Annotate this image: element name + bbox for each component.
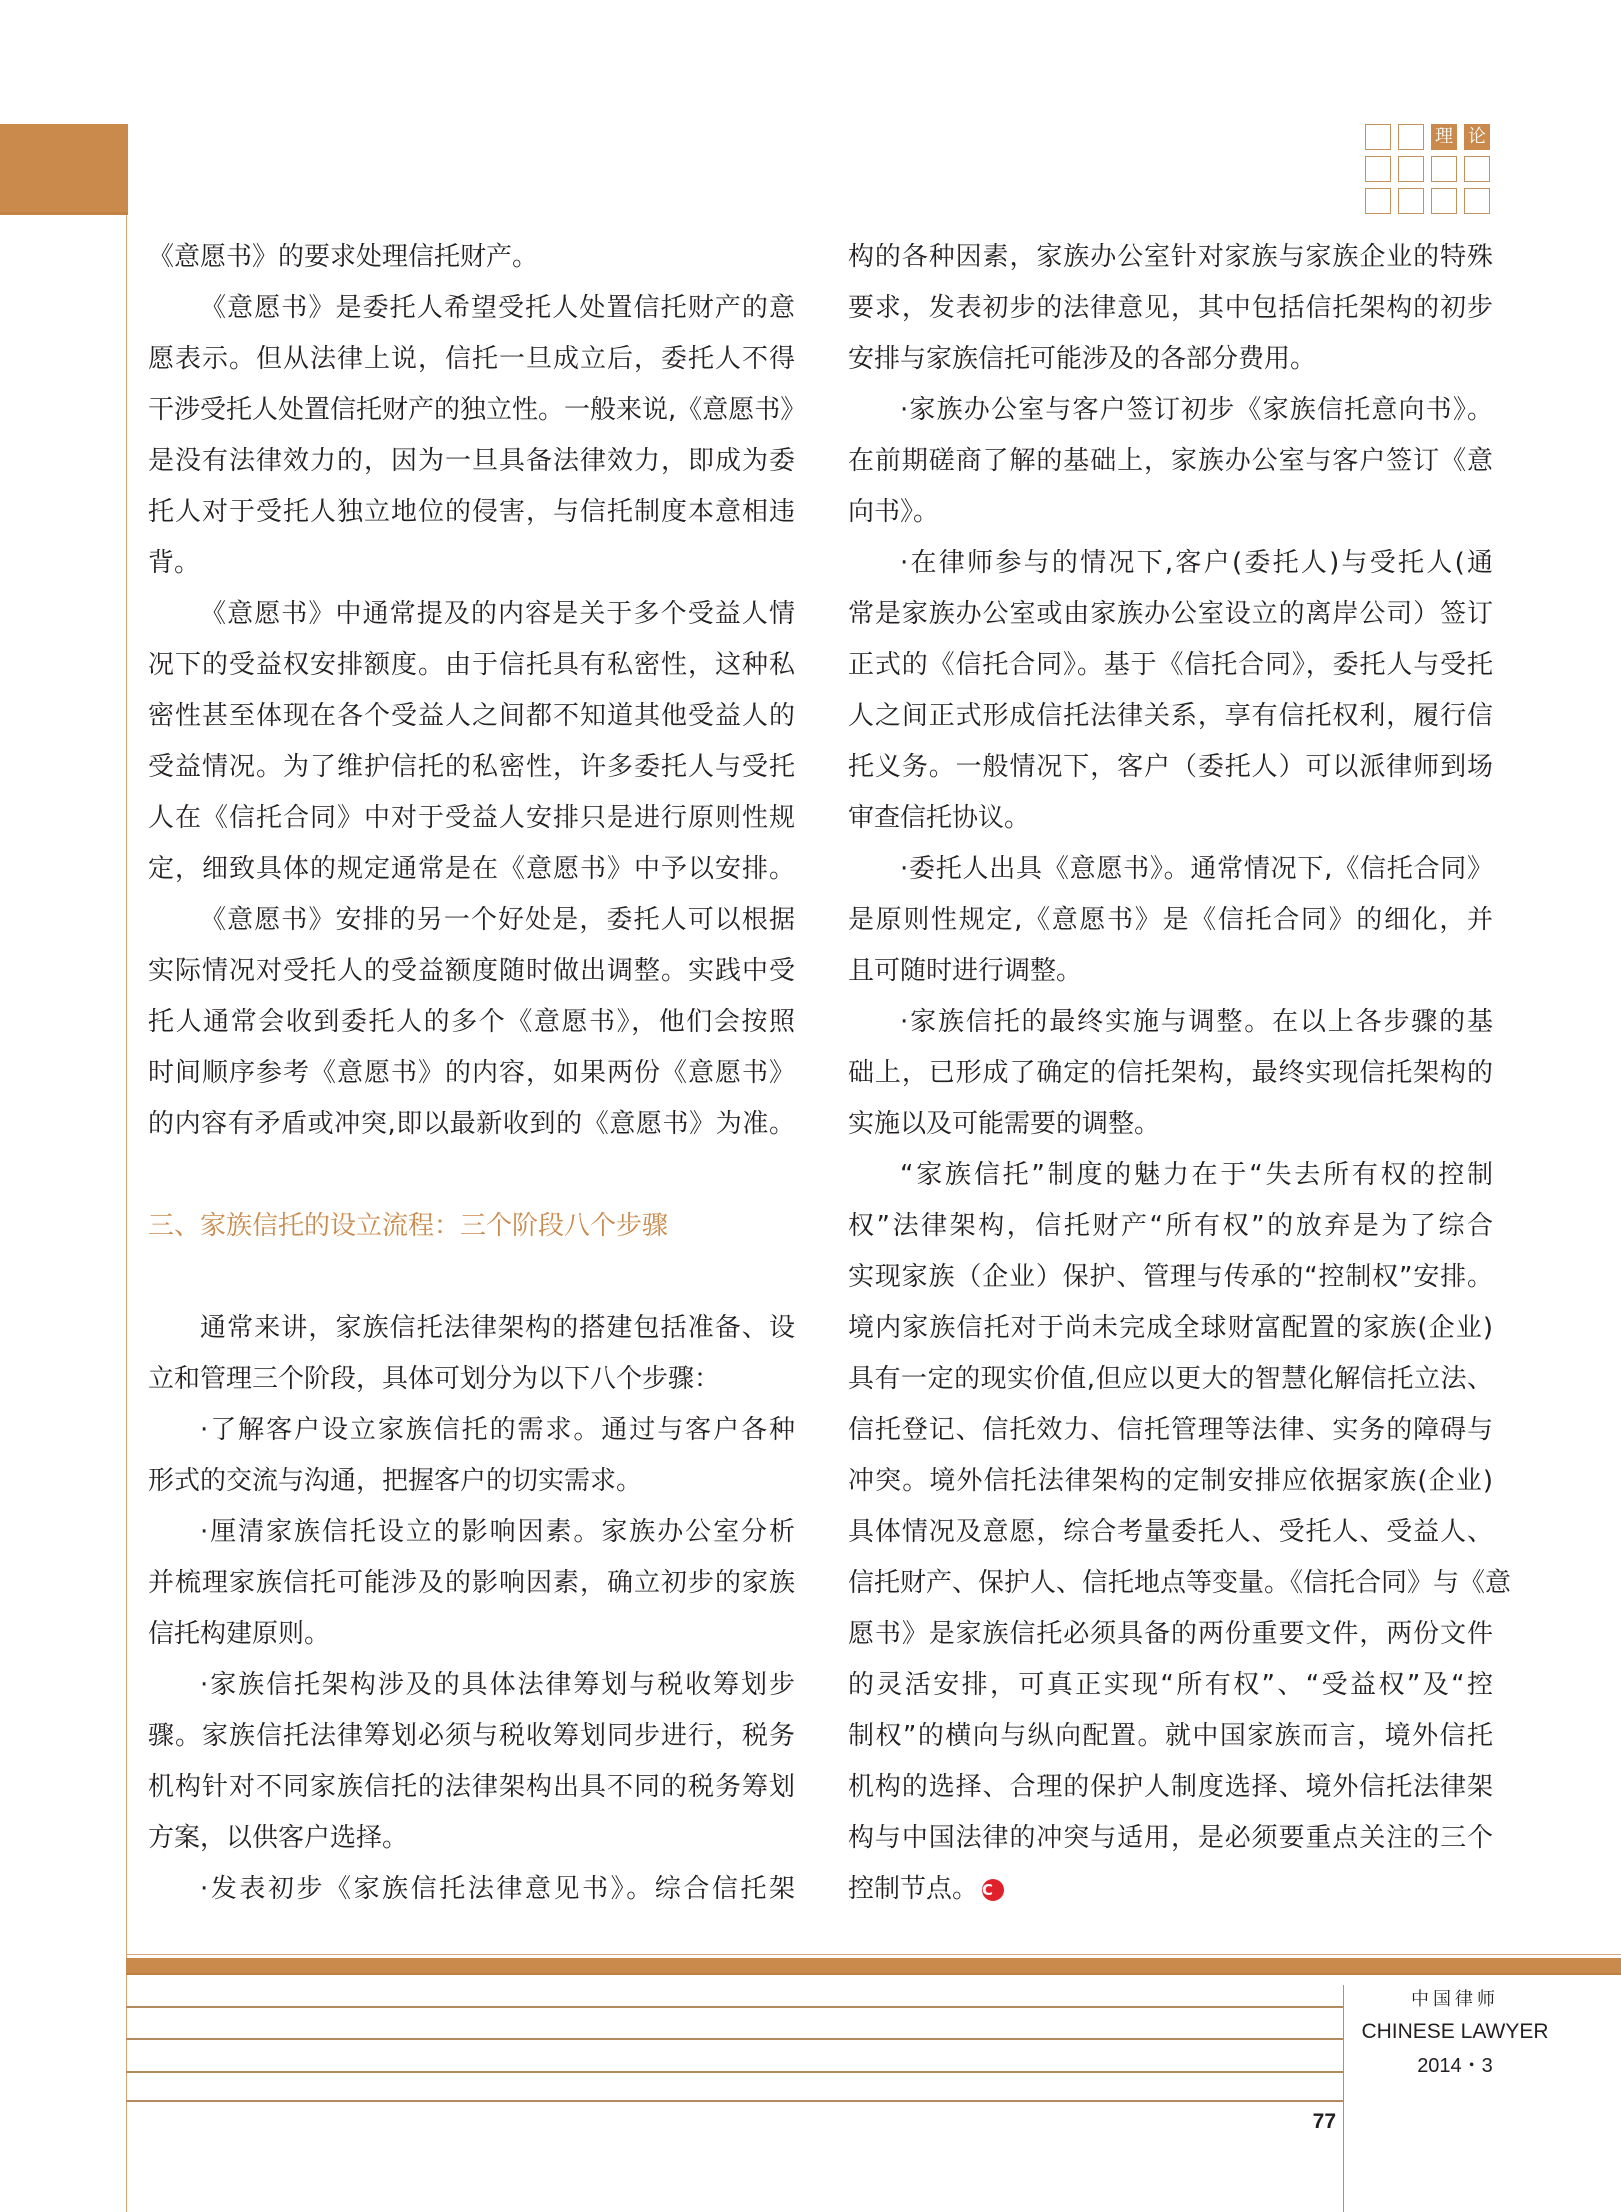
- footer-rule-line: [126, 2006, 1343, 2008]
- text-line: 托义务。一般情况下，客户（委托人）可以派律师到场: [848, 752, 1493, 782]
- text-line: 机构针对不同家族信托的法律架构出具不同的税务筹划: [148, 1772, 795, 1802]
- text-line: 通常来讲，家族信托法律架构的搭建包括准备、设: [200, 1313, 795, 1343]
- text-line: 方案，以供客户选择。: [148, 1823, 409, 1853]
- text-line: 权”法律架构，信托财产“所有权”的放弃是为了综合: [848, 1211, 1493, 1241]
- text-line: 《意愿书》安排的另一个好处是，委托人可以根据: [200, 905, 795, 935]
- left-margin-rule: [126, 215, 127, 2212]
- section-heading: 三、家族信托的设立流程：三个阶段八个步骤: [148, 1211, 669, 1241]
- text-line: 的内容有矛盾或冲突,即以最新收到的《意愿书》为准。: [148, 1109, 795, 1139]
- text-line: ·家族信托架构涉及的具体法律筹划与税收筹划步: [200, 1670, 795, 1700]
- text-line: 境内家族信托对于尚未完成全球财富配置的家族(企业): [848, 1313, 1493, 1343]
- section-tag-box: [1398, 188, 1424, 214]
- text-line: 《意愿书》的要求处理信托财产。: [148, 242, 539, 272]
- section-tag-box: [1431, 188, 1457, 214]
- text-line: [848, 1864, 1493, 1915]
- text-line: 骤。家族信托法律筹划必须与税收筹划同步进行，税务: [148, 1721, 795, 1751]
- blank-line: [148, 1150, 795, 1201]
- text-line: 且可随时进行调整。: [848, 956, 1083, 986]
- text-line: 实现家族（企业）保护、管理与传承的“控制权”安排。: [848, 1262, 1493, 1292]
- magazine-name-cn: 中国律师: [1411, 1989, 1499, 2010]
- text-line: 在前期磋商了解的基础上，家族办公室与客户签订《意: [848, 446, 1493, 476]
- text-line: 定，细致具体的规定通常是在《意愿书》中予以安排。: [148, 854, 795, 884]
- section-tag-grid: [1365, 124, 1490, 214]
- magazine-name-en: CHINESE LAWYER: [1361, 2020, 1549, 2043]
- page-number: 77: [1312, 2110, 1336, 2133]
- text-line: 是原则性规定,《意愿书》是《信托合同》的细化，并: [848, 905, 1493, 935]
- text-line: 受益情况。为了维护信托的私密性，许多委托人与受托: [148, 752, 795, 782]
- text-line: 常是家族办公室或由家族办公室设立的离岸公司）签订: [848, 599, 1493, 629]
- section-tag-char: 理: [1431, 124, 1457, 150]
- section-tag-char: 论: [1464, 124, 1490, 150]
- section-tag-box: [1365, 156, 1391, 182]
- footer-rule-line: [126, 2100, 1343, 2102]
- text-line: ·在律师参与的情况下,客户(委托人)与受托人(通: [900, 548, 1493, 578]
- text-line: ·了解客户设立家族信托的需求。通过与客户各种: [200, 1415, 795, 1445]
- text-line: 人在《信托合同》中对于受益人安排只是进行原则性规: [148, 803, 795, 833]
- text-line: ·家族办公室与客户签订初步《家族信托意向书》。: [900, 395, 1493, 425]
- footer-thin-rule: [126, 1954, 1621, 1955]
- right-text-column: [848, 232, 1512, 1915]
- footer-vertical-rule: [1343, 1985, 1344, 2212]
- magazine-masthead: [1355, 1985, 1555, 2083]
- article-end-mark-icon: C: [982, 1879, 1004, 1901]
- text-line: 愿书》是家族信托必须具备的两份重要文件，两份文件: [848, 1619, 1493, 1649]
- text-line: 信托登记、信托效力、信托管理等法律、实务的障碍与: [848, 1415, 1493, 1445]
- issue-number: 2014・3: [1417, 2055, 1493, 2077]
- left-text-column: [148, 232, 807, 1915]
- section-tag-box: [1365, 188, 1391, 214]
- text-line: 实际情况对受托人的受益额度随时做出调整。实践中受: [148, 956, 795, 986]
- text-line: ·发表初步《家族信托法律意见书》。综合信托架: [200, 1874, 795, 1904]
- text-line: 构的各种因素，家族办公室针对家族与家族企业的特殊: [848, 242, 1493, 272]
- text-line: 构与中国法律的冲突与适用，是必须要重点关注的三个: [848, 1823, 1493, 1853]
- text-line: 托人对于受托人独立地位的侵害，与信托制度本意相违: [148, 497, 795, 527]
- text-line: 向书》。: [848, 497, 940, 527]
- text-line: 审查信托协议。: [848, 803, 1031, 833]
- text-line: “家族信托”制度的魅力在于“失去所有权的控制: [900, 1160, 1493, 1190]
- text-line: 制权”的横向与纵向配置。就中国家族而言，境外信托: [848, 1721, 1493, 1751]
- text-line: 并梳理家族信托可能涉及的影响因素，确立初步的家族: [148, 1568, 795, 1598]
- blank-line: [148, 1252, 795, 1303]
- section-tag-box: [1398, 124, 1424, 150]
- text-line: 《意愿书》中通常提及的内容是关于多个受益人情: [200, 599, 795, 629]
- section-tag-box: [1464, 188, 1490, 214]
- footer-rule-line: [126, 2038, 1343, 2040]
- text-line: 具体情况及意愿，综合考量委托人、受托人、受益人、: [848, 1517, 1493, 1547]
- text-line: 愿表示。但从法律上说，信托一旦成立后，委托人不得: [148, 344, 795, 374]
- text-line: 信托财产、保护人、信托地点等变量。《信托合同》与《意: [848, 1568, 1512, 1598]
- text-line: 要求，发表初步的法律意见，其中包括信托架构的初步: [848, 293, 1493, 323]
- section-tag-box: [1464, 156, 1490, 182]
- text-line-content: 控制节点。: [848, 1874, 979, 1904]
- text-line: 冲突。境外信托法律架构的定制安排应依据家族(企业): [848, 1466, 1493, 1496]
- text-line: 信托构建原则。: [148, 1619, 331, 1649]
- text-line: 时间顺序参考《意愿书》的内容，如果两份《意愿书》: [148, 1058, 795, 1088]
- text-line: ·委托人出具《意愿书》。通常情况下,《信托合同》: [900, 854, 1493, 884]
- text-line: 人之间正式形成信托法律关系，享有信托权利，履行信: [848, 701, 1493, 731]
- text-line: 干涉受托人处置信托财产的独立性。一般来说,《意愿书》: [148, 395, 807, 425]
- text-line: 是没有法律效力的，因为一旦具备法律效力，即成为委: [148, 446, 795, 476]
- footer-rule-line: [126, 2071, 1343, 2073]
- text-line: 实施以及可能需要的调整。: [848, 1109, 1161, 1139]
- header-color-block: [0, 124, 128, 215]
- text-line: 础上，已形成了确定的信托架构，最终实现信托架构的: [848, 1058, 1493, 1088]
- text-line: 正式的《信托合同》。基于《信托合同》，委托人与受托: [848, 650, 1493, 680]
- text-line: 机构的选择、合理的保护人制度选择、境外信托法律架: [848, 1772, 1493, 1802]
- text-line: ·厘清家族信托设立的影响因素。家族办公室分析: [200, 1517, 795, 1547]
- text-line: 安排与家族信托可能涉及的各部分费用。: [848, 344, 1317, 374]
- text-line: 背。: [148, 548, 201, 578]
- text-line: 《意愿书》是委托人希望受托人处置信托财产的意: [200, 293, 795, 323]
- text-line: 况下的受益权安排额度。由于信托具有私密性，这种私: [148, 650, 795, 680]
- text-line: ·家族信托的最终实施与调整。在以上各步骤的基: [900, 1007, 1493, 1037]
- text-line: 托人通常会收到委托人的多个《意愿书》，他们会按照: [148, 1007, 795, 1037]
- text-line: 密性甚至体现在各个受益人之间都不知道其他受益人的: [148, 701, 795, 731]
- section-tag-box: [1365, 124, 1391, 150]
- section-tag-box: [1431, 156, 1457, 182]
- text-line: 立和管理三个阶段，具体可划分为以下八个步骤：: [148, 1364, 721, 1394]
- text-line: 的灵活安排，可真正实现“所有权”、“受益权”及“控: [848, 1670, 1493, 1700]
- footer-color-band: [126, 1958, 1621, 1975]
- text-line: 具有一定的现实价值,但应以更大的智慧化解信托立法、: [848, 1364, 1493, 1394]
- section-tag-box: [1398, 156, 1424, 182]
- text-line: 形式的交流与沟通，把握客户的切实需求。: [148, 1466, 643, 1496]
